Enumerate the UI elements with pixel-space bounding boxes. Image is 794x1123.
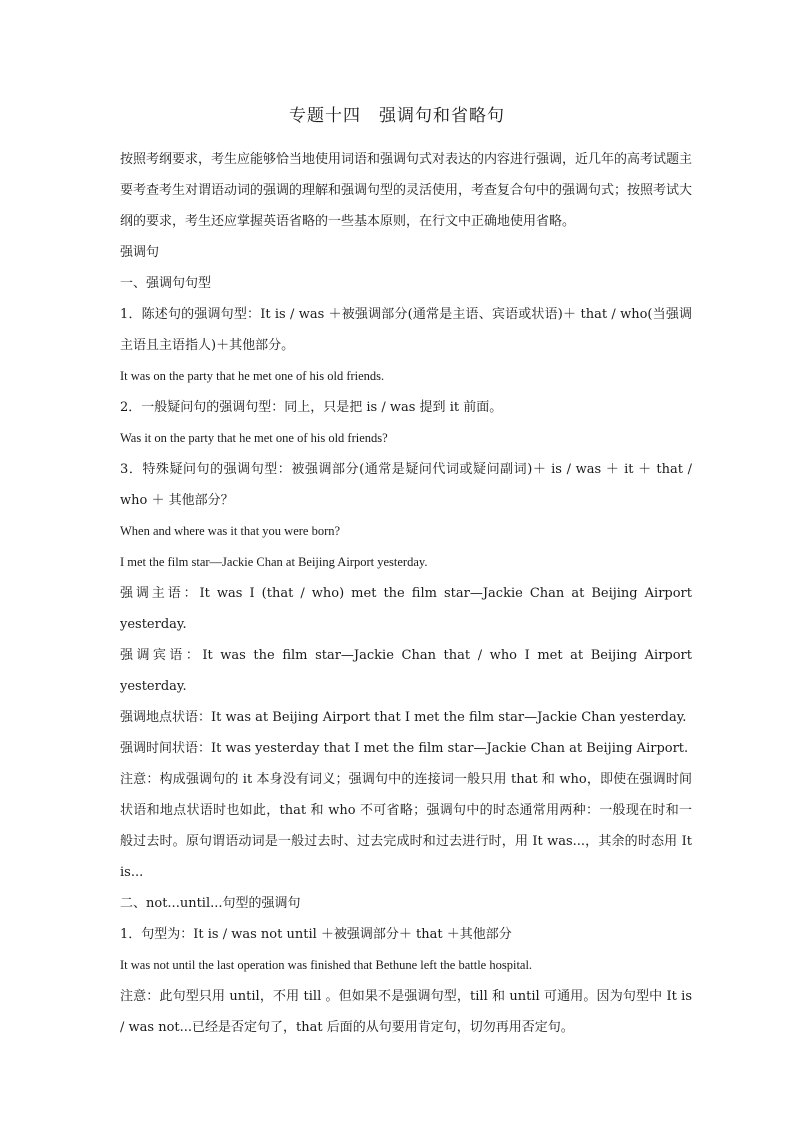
rule-paragraph: 3．特殊疑问句的强调句型：被强调部分(通常是疑问代词或疑问副词)＋ is / was ＋ it ＋ that / who ＋ 其他部分？ <box>120 462 692 508</box>
example-sentence: It was not until the last operation was finished that Bethune left the battle hospital. <box>120 958 533 972</box>
subsection-heading: 二、not...until...句型的强调句 <box>120 896 301 911</box>
example-line: 强调宾语：It was the film star—Jackie Chan that / who I met at Beijing Airport yesterday. <box>120 648 692 694</box>
rule-paragraph: 2．一般疑问句的强调句型：同上，只是把 is / was 提到 it 前面。 <box>120 400 503 415</box>
example-sentence: I met the film star—Jackie Chan at Beijing Airport yesterday. <box>120 555 428 569</box>
rule-paragraph: 1．句型为：It is / was not until ＋被强调部分＋ that ＋其他部分 <box>120 927 512 942</box>
note-paragraph: 注意：此句型只用 until，不用 till 。但如果不是强调句型，till 和 until 可通用。因为句型中 It is / was not...已经是否定句了，that 后面的从句要用肯定句，切勿再用否定句。 <box>120 989 692 1035</box>
example-line: 强调时间状语：It was yesterday that I met the film star—Jackie Chan at Beijing Airport. <box>120 741 689 756</box>
example-line: 强调主语：It was I (that / who) met the film star—Jackie Chan at Beijing Airport yesterday. <box>120 586 692 632</box>
note-paragraph: 注意：构成强调句的 it 本身没有词义；强调句中的连接词一般只用 that 和 who，即使在强调时间状语和地点状语时也如此，that 和 who 不可省略；强调句中的时态通常用两种：一般现在时和一般过去时。原句谓语动词是一般过去时、过去完成时和过去进行时，用 It was...，其余的时态用 It is... <box>120 772 692 880</box>
example-line: 强调地点状语：It was at Beijing Airport that I met the film star—Jackie Chan yesterday. <box>120 710 687 725</box>
intro-paragraph: 按照考纲要求，考生应能够恰当地使用词语和强调句式对表达的内容进行强调，近几年的高考试题主要考查考生对谓语动词的强调的理解和强调句型的灵活使用，考查复合句中的强调句式；按照考试大纲的要求，考生还应掌握英语省略的一些基本原则，在行文中正确地使用省略。 <box>120 152 693 229</box>
page-title: 专题十四 强调句和省略句 <box>289 106 505 126</box>
section-heading: 强调句 <box>120 245 160 260</box>
example-sentence: It was on the party that he met one of his old friends. <box>120 369 385 383</box>
subsection-heading: 一、强调句句型 <box>120 276 212 291</box>
rule-paragraph: 1．陈述句的强调句型：It is / was ＋被强调部分(通常是主语、宾语或状语)＋ that / who(当强调主语且主语指人)＋其他部分。 <box>120 307 692 353</box>
document-body <box>120 144 692 1043</box>
example-sentence: When and where was it that you were born? <box>120 524 341 538</box>
example-sentence: Was it on the party that he met one of his old friends? <box>120 431 388 445</box>
